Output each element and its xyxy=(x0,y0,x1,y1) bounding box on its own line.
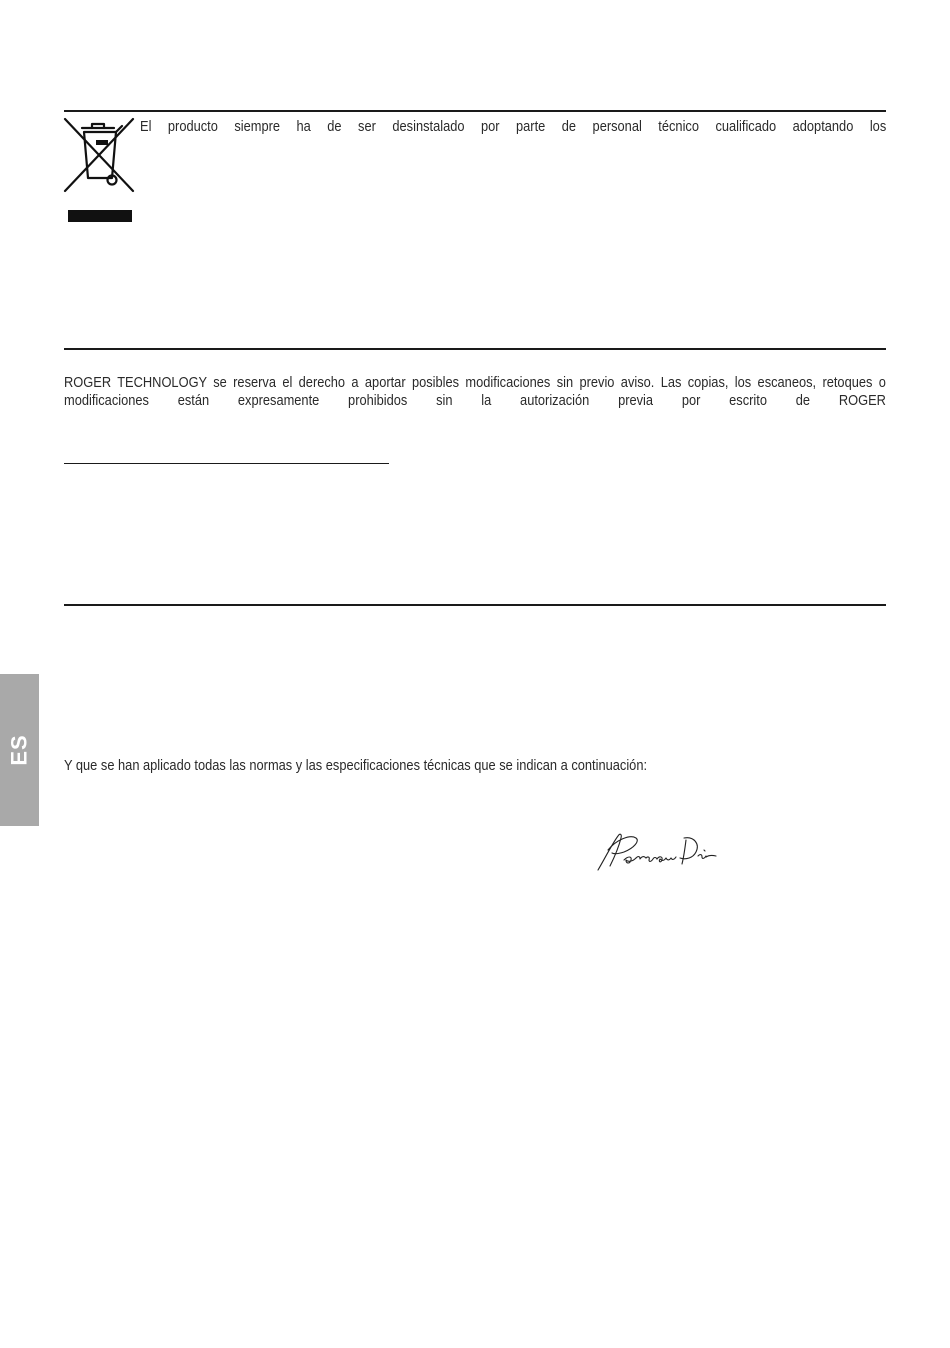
short-divider xyxy=(64,463,389,464)
copyright-notice-text: ROGER TECHNOLOGY se reserva el derecho a aportar posibles modificaciones sin previo aviso. Las copias, los escaneos, retoques o modificaciones están expresamente prohibidos sin la autorización previa por escrito de ROGER xyxy=(64,375,886,409)
section-divider-lower xyxy=(64,604,886,606)
language-tab xyxy=(0,674,39,826)
handwritten-signature xyxy=(594,826,720,876)
section-divider-top xyxy=(64,110,886,112)
section-divider-middle xyxy=(64,348,886,350)
standards-declaration-text: Y que se han aplicado todas las normas y las especificaciones técnicas que se indican a continuación: xyxy=(64,758,648,774)
language-tab-label: ES xyxy=(6,734,32,766)
crossed-out-wheelie-bin-icon xyxy=(62,116,136,224)
disposal-instructions-text: El producto siempre ha de ser desinstalado por parte de personal técnico cualificado adoptando los xyxy=(140,119,887,135)
